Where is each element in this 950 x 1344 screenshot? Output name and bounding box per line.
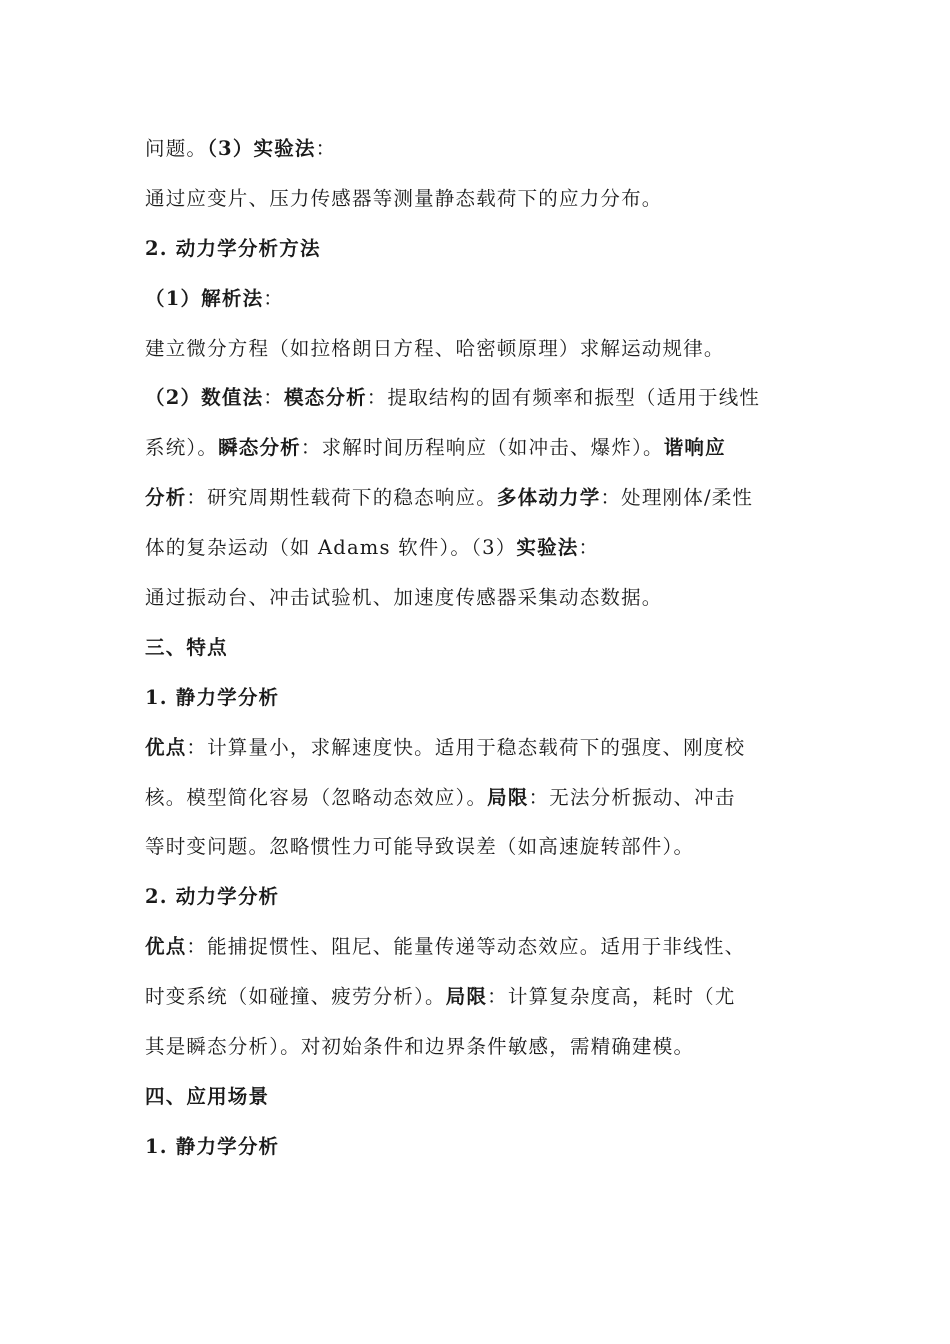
text-run: ：处理刚体/柔性 bbox=[600, 486, 754, 510]
bold-text: 多体动力学 bbox=[496, 486, 601, 510]
bold-text: （2）数值法 bbox=[145, 386, 264, 410]
text-run: ：能捕捉惯性、阻尼、能量传递等动态效应。适用于非线性、 bbox=[186, 935, 746, 959]
text-line bbox=[145, 673, 810, 723]
text-line bbox=[145, 822, 810, 872]
bold-text: 优点 bbox=[145, 735, 187, 759]
text-line bbox=[145, 1072, 810, 1122]
bold-text: 模态分析 bbox=[283, 386, 367, 410]
bold-text: 谐响应 bbox=[663, 436, 726, 460]
text-run: ：无法分析振动、冲击 bbox=[528, 785, 736, 809]
bold-text: 实验法 bbox=[516, 536, 579, 560]
bold-text: 局限 bbox=[487, 785, 529, 809]
text-run: 通过应变片、压力传感器等测量静态载荷下的应力分布。 bbox=[145, 186, 663, 210]
text-line bbox=[145, 1022, 810, 1072]
text-run: 系统）。 bbox=[145, 436, 219, 460]
text-line bbox=[145, 174, 810, 224]
text-run: 体的复杂运动（如 Adams 软件）。（3） bbox=[145, 536, 517, 560]
text-run: 时变系统（如碰撞、疲劳分析）。 bbox=[145, 985, 446, 1009]
document-body bbox=[145, 124, 810, 1172]
text-run: ：计算复杂度高，耗时（尤 bbox=[487, 985, 736, 1009]
text-run: 核。模型简化容易（忽略动态效应）。 bbox=[145, 785, 488, 809]
text-run: 通过振动台、冲击试验机、加速度传感器采集动态数据。 bbox=[145, 586, 663, 610]
bold-text: 分析 bbox=[145, 486, 187, 510]
text-line bbox=[145, 473, 810, 523]
text-line bbox=[145, 922, 810, 972]
text-line bbox=[145, 872, 810, 922]
text-run: 建立微分方程（如拉格朗日方程、哈密顿原理）求解运动规律。 bbox=[145, 336, 725, 360]
bold-text: （1）解析法 bbox=[145, 286, 264, 310]
text-run: ： bbox=[315, 137, 337, 160]
bold-text: 局限 bbox=[445, 985, 488, 1009]
text-run: ：提取结构的固有频率和振型（适用于线性 bbox=[366, 386, 761, 410]
text-line bbox=[145, 972, 810, 1022]
text-line bbox=[145, 423, 810, 473]
bold-text: 四、应用场景 bbox=[145, 1084, 270, 1108]
text-line bbox=[145, 773, 810, 823]
text-run: 其是瞬态分析）。对初始条件和边界条件敏感，需精确建模。 bbox=[145, 1035, 695, 1059]
text-line bbox=[145, 274, 810, 324]
text-line bbox=[145, 373, 810, 423]
text-line bbox=[145, 523, 810, 573]
text-run: ：计算量小，求解速度快。适用于稳态载荷下的强度、刚度校 bbox=[186, 735, 746, 759]
text-line bbox=[145, 723, 810, 773]
bold-text: 1. 静力学分析 bbox=[145, 685, 280, 709]
bold-text: 优点 bbox=[145, 935, 187, 959]
text-run: ： bbox=[263, 286, 284, 310]
text-line bbox=[145, 573, 810, 623]
text-run: ： bbox=[263, 386, 284, 410]
bold-text: （3）实验法 bbox=[207, 137, 316, 160]
text-line bbox=[145, 124, 810, 174]
bold-text: 瞬态分析 bbox=[218, 436, 301, 460]
text-line bbox=[145, 224, 810, 274]
text-run: ： bbox=[578, 536, 600, 560]
text-line bbox=[145, 623, 810, 673]
bold-text: 1. 静力学分析 bbox=[145, 1134, 280, 1158]
text-run: 等时变问题。忽略惯性力可能导致误差（如高速旋转部件）。 bbox=[145, 835, 695, 859]
text-run: ：求解时间历程响应（如冲击、爆炸）。 bbox=[300, 436, 664, 460]
text-line bbox=[145, 324, 810, 374]
bold-text: 2. 动力学分析 bbox=[145, 885, 280, 909]
text-run: ：研究周期性载荷下的稳态响应。 bbox=[186, 486, 497, 510]
bold-text: 2. 动力学分析方法 bbox=[145, 236, 321, 260]
text-line bbox=[145, 1122, 810, 1172]
text-run: 问题。 bbox=[145, 137, 208, 160]
bold-text: 三、特点 bbox=[145, 635, 228, 659]
